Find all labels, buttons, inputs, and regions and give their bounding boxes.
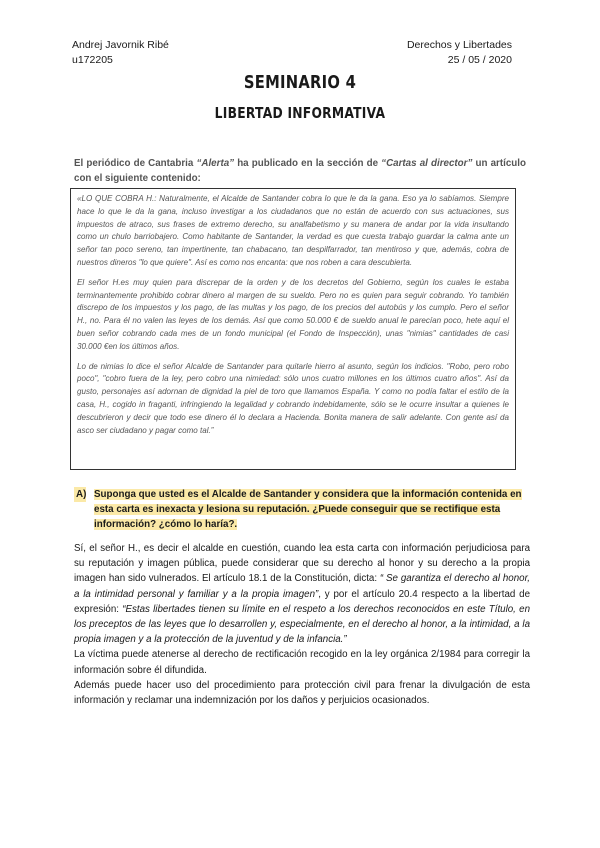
page-subtitle: LIBERTAD INFORMATIVA <box>214 104 386 122</box>
constitution-quote-20-4: “Estas libertades tienen su límite en el respeto a los derechos reconocidos en este Título, en los preceptos de las leyes que lo desarrollen y, especialmente, en el derecho al honor, a la intimidad, a la propia imagen y a la protección de la juventud y de la infancia.” <box>74 603 530 646</box>
intro-text-3: un artículo con el siguiente contenido: <box>74 158 526 184</box>
constitution-quote-18-1: “ Se garantiza el derecho al honor, a la intimidad personal y familiar y a la propia imagen” <box>74 573 530 600</box>
answer-paragraph-2: La víctima puede atenerse al derecho de rectificación recogido en la ley orgánica 2/1984 para corregir la información sobre él difundida. <box>74 649 530 676</box>
answer-text-2: , y por el artículo 20.4 respecto a la libertad de expresión: <box>74 588 530 615</box>
letter-paragraph-2: El señor H.es muy quien para discrepar de la orden y de los decretos del Gobierno, según los cuales le estaba terminantemente prohibido cobrar dinero al margen de su sueldo. Pero no es quien para seguir cobrando. Yo también discrepo de los impuestos y los pago, de las multas y los pago, de los precios del autobús y los cumplo. Pero el señor H., no. Para él no valen las leyes de los demás. Así que como 50.000 € de sueldo anual le parecían poco, hete aquí el buen señor cobrando cada mes de un fondo municipal (el Fondo de Inspección), unas "nimias" cantidades de casi 30.000 €en los últimos años. <box>77 277 509 351</box>
question-text: Suponga que usted es el Alcalde de Santander y considera que la información contenida en esta carta es inexacta y lesiona su reputación. ¿Puede conseguir que se rectifique esta información? ¿cómo lo haría?. <box>94 489 522 530</box>
answer-paragraph-1 <box>74 541 530 647</box>
question-marker: A) <box>76 489 87 500</box>
intro-text-2: ha publicado en la sección de <box>234 158 382 169</box>
student-id: u172205 <box>72 54 113 66</box>
letter-quote-box <box>70 188 516 470</box>
course-name: Derechos y Libertades <box>406 39 512 51</box>
author-name: Andrej Javornik Ribé <box>72 39 169 51</box>
header-right <box>407 38 512 68</box>
intro-text-1: El periódico de Cantabria <box>74 158 197 169</box>
section-name: “Cartas al director” <box>381 158 473 169</box>
letter-paragraph-1: «LO QUE COBRA H.: Naturalmente, el Alcalde de Santander cobra lo que le da la gana. Eso ya lo sabíamos. Siempre hace lo que le da la gana, incluso investigar a los ciudadanos que no están de acuerdo con sus actuaciones, sus impuestos de atraco, sus frases de extremo derecho, su analfabetismo y su manera de andar por la vida insultando como un chulo barriobajero. Como habitante de Santander, la verdad es que cuesta trabajo guardar la calma ante un señor tan poco sereno, tan impertinente, tan chabacano, tan despilfarrador, tan mentiroso y que, además, cobra de nuestros dineros "lo que quiere". Así es como nos encanta: que nos roben a cara descubierta. <box>77 194 509 267</box>
intro-paragraph <box>74 156 526 186</box>
header-left <box>72 38 169 68</box>
page-title: SEMINARIO 4 <box>243 72 357 93</box>
answer-text-1: Sí, el señor H., es decir el alcalde en cuestión, cuando lea esta carta con información perjudiciosa para su reputación y imagen pública, puede considerar que su derecho al honor y su derecho a la propia imagen han sido vulnerados. El artículo 18.1 de la Constitución, dicta: <box>74 543 530 585</box>
answer-paragraph-3: Además puede hacer uso del procedimiento para protección civil para frenar la divulgación de esta información y reclamar una indemnización por los daños y perjuicios ocasionados. <box>74 679 530 707</box>
answer-section <box>74 541 530 708</box>
document-date: 25 / 05 / 2020 <box>447 54 512 66</box>
question-a <box>74 487 530 532</box>
letter-paragraph-3: Lo de nimias lo dice el señor Alcalde de Santander para quitarle hierro al asunto, según los indicios. "Robo, pero robo poco", "cobro fuera de la ley, pero cobro una nimiedad: sólo unos cuatro millones en los últimos cuatro años". Así da gusto, personajes así adornan de dignidad la piel de toro que llamamos España. Y como no podía faltar el estilo de la casa, H., cogido in fraganti, infringiendo la legalidad y cobrando indebidamente, sólo se le ocurre insultar a quienes le descubrieron y decir que todo ese dinero él lo declara a Hacienda. Bonita manera de salir adelante. Con gente así da asco ser ciudadano y pagar como tal.” <box>77 361 509 435</box>
newspaper-name: “Alerta” <box>196 158 235 169</box>
